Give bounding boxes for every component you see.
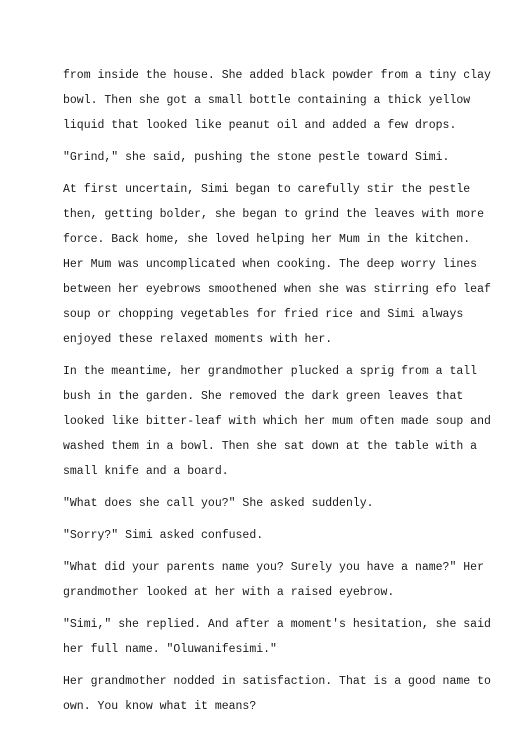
text-line: force. Back home, she loved helping her Mum in the kitchen.	[63, 233, 471, 246]
paragraph	[63, 145, 487, 170]
text-line: Her Mum was uncomplicated when cooking. The deep worry lines	[63, 258, 478, 271]
paragraph	[63, 555, 487, 605]
text-line: enjoyed these relaxed moments with her.	[63, 333, 333, 346]
text-line: then, getting bolder, she began to grind the leaves with more	[63, 208, 484, 221]
paragraph	[63, 523, 487, 548]
paragraph	[63, 612, 491, 662]
text-line: bowl. Then she got a small bottle containing a thick yellow	[63, 94, 471, 107]
text-line: her full name. "Oluwanifesimi."	[63, 643, 277, 656]
paragraph	[63, 63, 491, 138]
text-line: "Sorry?" Simi asked confused.	[63, 529, 264, 542]
paragraph	[63, 177, 491, 352]
text-line: bush in the garden. She removed the dark green leaves that	[63, 390, 464, 403]
text-line: from inside the house. She added black powder from a tiny clay	[63, 69, 491, 82]
text-line: soup or chopping vegetables for fried rice and Simi always	[63, 308, 464, 321]
text-line: "What does she call you?" She asked suddenly.	[63, 497, 374, 510]
paragraph	[63, 359, 491, 484]
text-line: looked like bitter-leaf with which her mum often made soup and	[63, 415, 491, 428]
text-line: between her eyebrows smoothened when she was stirring efo leaf	[63, 283, 491, 296]
text-line: In the meantime, her grandmother plucked a sprig from a tall	[63, 365, 478, 378]
text-line: "Simi," she replied. And after a moment's hesitation, she said	[63, 618, 491, 631]
text-line: washed them in a bowl. Then she sat down at the table with a	[63, 440, 478, 453]
paragraph	[63, 491, 487, 516]
text-line: small knife and a board.	[63, 465, 229, 478]
paragraph	[63, 669, 491, 719]
text-line: "What did your parents name you? Surely you have a name?" Her	[63, 561, 484, 574]
text-line: Her grandmother nodded in satisfaction. That is a good name to	[63, 675, 491, 688]
text-line: "Grind," she said, pushing the stone pestle toward Simi.	[63, 151, 450, 164]
text-line: grandmother looked at her with a raised eyebrow.	[63, 586, 395, 599]
text-line: liquid that looked like peanut oil and added a few drops.	[63, 119, 457, 132]
text-line: own. You know what it means?	[63, 700, 257, 713]
text-line: At first uncertain, Simi began to carefully stir the pestle	[63, 183, 471, 196]
